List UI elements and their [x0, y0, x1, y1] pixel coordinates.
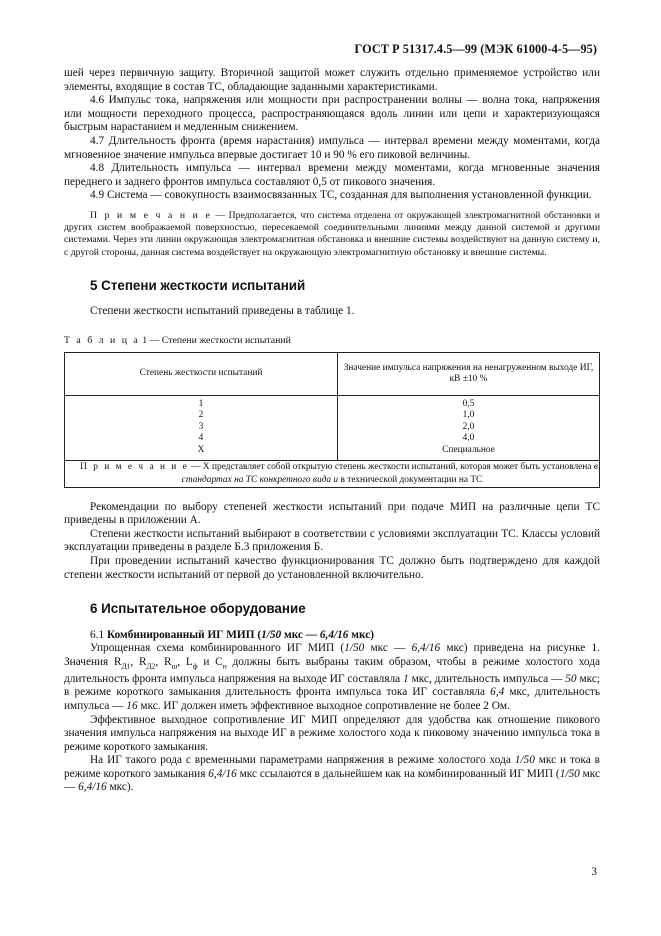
table-value: 1,0 — [462, 410, 475, 421]
section-5-lead: Степени жесткости испытаний приведены в таблице 1. — [90, 305, 355, 318]
section-6-title: 6 Испытательное оборудование — [90, 601, 306, 617]
subsection-number: 6.1 — [90, 628, 105, 641]
intro-paragraph: шей через первичную защиту. Вторичной защитой может служить отдельно применяемое устройство или элементы, входящие в состав ТС, обладающие заданными характеристиками. — [64, 67, 600, 93]
table-note-text: — X представляет собой открытую степень жесткости испытаний, которая может быть установлена — [188, 461, 594, 472]
table-caption-rest: 1 — Степени жесткости испытаний — [139, 334, 291, 346]
generator-description: Упрощенная схема комбинированного ИГ МИП (1/50 мкс — 6,4/16 мкс) приведена на рисунке 1. Значения $R_{Д1}$, $R_{Д2}$, $R_ш$, $L_ф$ и $C_н$ должны быть выбраны таким образом, чтобы в режиме холостого хода длительность фронта импульса напряжения на выходе ИГ составляла 1 мкс, длительность импульса — 50 мкс; в режиме короткого замыкания длительность фронта импульса тока ИГ составляла 6,4 мкс, длительность импульса — 16 мкс. ИГ должен иметь эффективное выходное сопротивление не более 2 Ом. — [64, 642, 601, 712]
table-note — [65, 460, 600, 487]
impedance-paragraph: Эффективное выходное сопротивление ИГ МИП определяют для удобства как отношение пикового значения импульса напряжения на выходе ИГ в режиме холостого хода к пиковому значению импульса тока в режиме короткого замыкания. — [64, 713, 600, 753]
note-label: П р и м е ч а н и е — [90, 209, 212, 221]
table-header-level: Степень жесткости испытаний — [65, 352, 338, 395]
clause-4-9: 4.9 Система — совокупность взаимосвязанных ТС, созданная для выполнения установленной функции. — [90, 189, 592, 202]
system-note — [64, 210, 600, 259]
table-note-label: П р и м е ч а н и е — [80, 461, 189, 472]
clause-4-6: 4.6 Импульс тока, напряжения или мощности при распространении волны — волна тока, напряжения или мощности переходного процесса, распространяющаяся вдоль линии или цепи и характеризующаяся быстрым нарастанием и медленным снижением. — [64, 94, 600, 134]
table-value: 4,0 — [462, 433, 475, 444]
table-level: 1 — [198, 398, 204, 409]
table-note-italic: в стандартах на ТС конкретного вида и — [181, 461, 598, 485]
table-header-value: Значение импульса напряжения на ненагруженном выходе ИГ, кВ ±10 % — [338, 352, 600, 395]
standard-header: ГОСТ Р 51317.4.5—99 (МЭК 61000-4-5—95) — [354, 42, 597, 56]
table-level: X — [197, 444, 205, 455]
table-level: 4 — [198, 433, 204, 444]
table-levels-cell — [65, 395, 338, 460]
combined-generator-paragraph: На ИГ такого рода с временными параметрами напряжения в режиме холостого хода 1/50 мкс и тока в режиме короткого замыкания 6,4/16 мкс ссылаются в дальнейшем как на комбинированный ИГ МИП (1/50 мкс — 6,4/16 мкс). — [64, 754, 600, 794]
table-note-text-end: в технической документации на ТС — [338, 474, 483, 485]
quality-paragraph: При проведении испытаний качество функционирования ТС должно быть подтверждено для каждой степени жесткости испытаний от первой до установленной включительно. — [64, 554, 600, 581]
page-number: 3 — [591, 866, 597, 878]
note-text: — Предполагается, что система отделена от окружающей электромагнитной обстановки и других систем воображаемой поверхностью, пересекаемой соединительными линиями между данной системой и другими системами. Через эти линии окружающая электромагнитная обстановка и внешние системы воздействуют на данную систему и, с другой стороны, данная система воздействует на окружающую электромагнитную обстановку и внешние системы. — [64, 209, 600, 258]
table-value: 0,5 — [462, 398, 475, 409]
table-caption-word: Т а б л и ц а — [64, 334, 140, 346]
page-body — [64, 67, 600, 795]
table-value: Специальное — [442, 444, 495, 455]
table-caption — [64, 334, 600, 348]
clause-4-7: 4.7 Длительность фронта (время нарастания) импульса — интервал времени между моментами, когда мгновенное значение импульса впервые достигает 10 и 90 % его пиковой величины. — [64, 134, 600, 161]
subsection-heading: Комбинированный ИГ МИП (1/50 мкс — 6,4/16 мкс) — [106, 628, 374, 641]
clause-4-8: 4.8 Длительность импульса — интервал времени между моментами, когда мгновенные значения переднего и заднего фронтов импульса составляют 0,5 от пикового значения. — [64, 162, 600, 188]
severity-table — [64, 352, 600, 488]
selection-paragraph: Степени жесткости испытаний выбирают в соответствии с условиями эксплуатации ТС. Классы условий эксплуатации приведены в разделе Б.3 приложения Б. — [64, 527, 600, 554]
table-level: 2 — [198, 410, 204, 421]
section-5-title: 5 Степени жесткости испытаний — [90, 277, 306, 293]
table-level: 3 — [198, 421, 204, 432]
table-values-cell — [338, 395, 600, 460]
table-value: 2,0 — [462, 421, 475, 432]
subsection-6-1-title — [64, 629, 600, 643]
recommendations-paragraph: Рекомендации по выбору степеней жесткости испытаний при подаче МИП на различные цепи ТС приведены в приложении А. — [64, 500, 600, 527]
